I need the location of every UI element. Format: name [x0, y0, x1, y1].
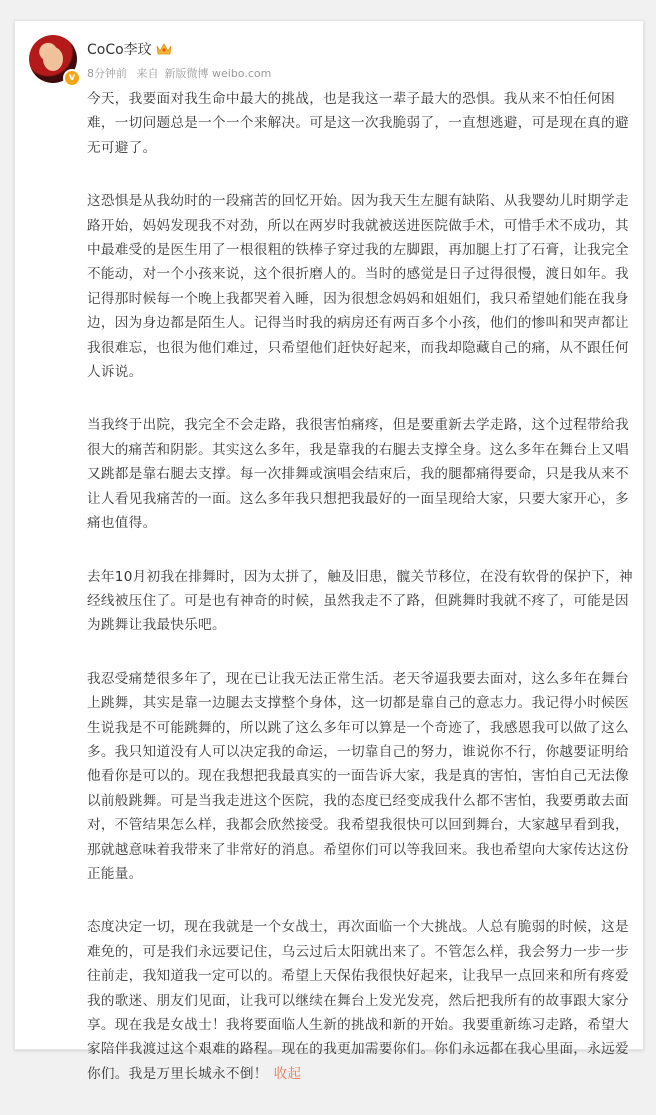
author-row — [87, 39, 172, 59]
post-source[interactable]: 新版微博 weibo.com — [164, 67, 272, 80]
paragraph: 我忍受痛楚很多年了，现在已让我无法正常生活。老天爷逼我要去面对，这么多年在舞台上跳舞，其实是靠一边腿去支撑整个身体，这一切都是靠自己的意志力。我记得小时候医生说我是不可能跳舞的，所以跳了这么多年可以算是一个奇迹了，我感恩我可以做了这么多。我只知道没有人可以决定我的命运，一切靠自己的努力，谁说你不行，你越要证明给他看你是可以的。现在我想把我最真实的一面告诉大家，我是真的害怕，害怕自己无法像以前般跳舞。可是当我走进这个医院，我的态度已经变成我什么都不害怕，我要勇敢去面对，不管结果怎么样，我都会欣然接受。我希望我很快可以回到舞台，大家越早看到我，那就越意味着我带来了非常好的消息。希望你们可以等我回来。我也希望向大家传达这份正能量。 — [87, 670, 629, 882]
verified-badge-icon: v — [63, 69, 81, 87]
weibo-post-card — [14, 20, 644, 1082]
paragraph: 去年10月初我在排舞时，因为太拼了，触及旧患，髋关节移位，在没有软骨的保护下，神经线被压住了。可是也有神奇的时候，虽然我走不了路，但跳舞时我就不疼了，可能是因为跳舞让我最快乐吧。 — [87, 568, 633, 634]
author-name[interactable]: CoCo李玟 — [87, 42, 152, 58]
paragraph: 这恐惧是从我幼时的一段痛苦的回忆开始。因为我天生左腿有缺陷、从我婴幼儿时期学走路开始，妈妈发现我不对劲，所以在两岁时我就被送进医院做手术，可惜手术不成功，其中最难受的是医生用了一根很粗的铁棒子穿过我的左脚跟，再加腿上打了石膏，让我完全不能动，对一个小孩来说，这个很折磨人的。当时的感觉是日子过得很慢，渡日如年。我记得那时候每一个晚上我都哭着入睡，因为很想念妈妈和姐姐们，我只希望她们能在我身边，因为身边都是陌生人。记得当时我的病房还有两百多个小孩，他们的惨叫和哭声都让我很难忘，也很为他们难过，只希望他们赶快好起来，而我却隐藏自己的痛，从不跟任何人诉说。 — [87, 193, 629, 381]
source-prefix: 来自 — [136, 67, 159, 80]
paragraph: 态度决定一切，现在我就是一个女战士，再次面临一个大挑战。人总有脆弱的时候，这是难免的，可是我们永远要记住，乌云过后太阳就出来了。不管怎么样，我会努力一步一步往前走，我知道我一定可以的。希望上天保佑我很快好起来，让我早一点回来和所有疼爱我的歌迷、朋友们见面，让我可以继续在舞台上发光发亮，然后把我所有的故事跟大家分享。现在我是女战士！我将要面临人生新的挑战和新的开始。我要重新练习走路，希望大家陪伴我渡过这个艰难的路程。现在的我更加需要你们。你们永远都在我心里面，永远爱你们。我是万里长城永不倒！ — [87, 919, 629, 1082]
crown-icon — [156, 42, 172, 56]
post-meta — [87, 65, 277, 81]
post-content — [87, 87, 635, 1115]
avatar-face — [43, 47, 63, 71]
paragraph: 今天，我要面对我生命中最大的挑战，也是我这一辈子最大的恐惧。我从来不怕任何困难，一切问题总是一个一个来解决。可是这一次我脆弱了，一直想逃避，可是现在真的避无可避了。 — [87, 91, 629, 156]
paragraph-last — [87, 915, 635, 1086]
collapse-link[interactable]: 收起 — [273, 1065, 302, 1082]
paragraph: 当我终于出院，我完全不会走路，我很害怕痛疼，但是要重新去学走路，这个过程带给我很大的痛苦和阴影。其实这么多年，我是靠我的右腿去支撑全身。这么多年在舞台上又唱又跳都是靠右腿去支撑。每一次排舞或演唱会结束后，我的腿都痛得要命，只是我从来不让人看见我痛苦的一面。这么多年我只想把我最好的一面呈现给大家，只要大家开心，多痛也值得。 — [87, 417, 629, 532]
avatar[interactable] — [29, 35, 77, 83]
post-time[interactable]: 8分钟前 — [87, 67, 127, 80]
